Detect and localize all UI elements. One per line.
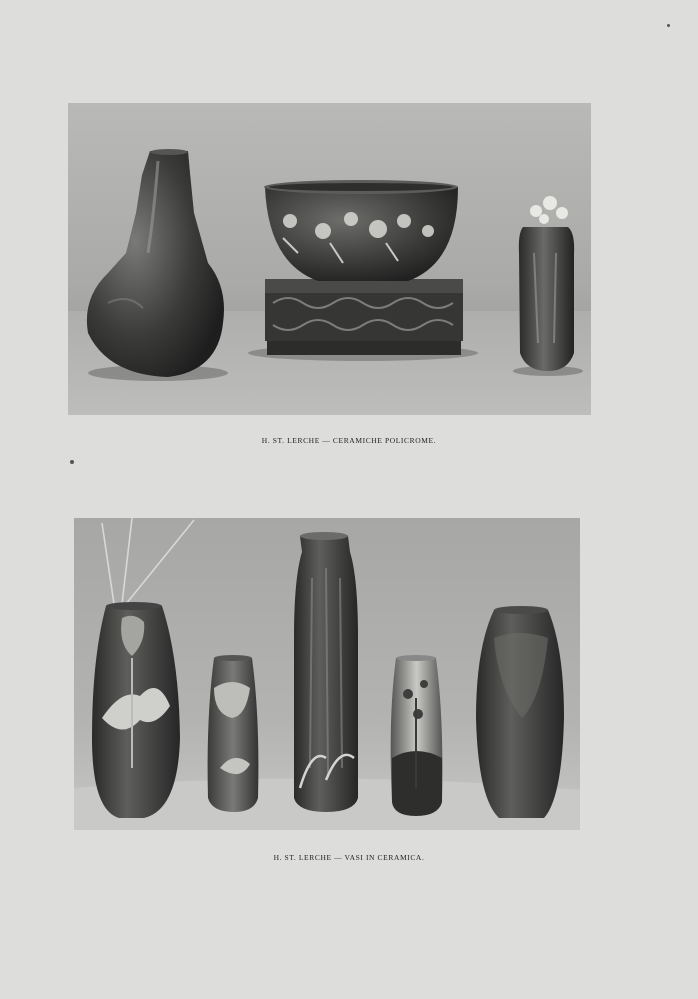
carved-wooden-base — [248, 279, 478, 361]
plate-caption: H. ST. LERCHE — VASI IN CERAMICA. — [273, 853, 425, 862]
tall-tulip-vase — [92, 602, 180, 818]
small-painted-vase — [208, 655, 259, 812]
tall-cylinder-vase — [294, 532, 358, 812]
vases-photo — [74, 518, 580, 830]
dark-ovoid-vase — [476, 606, 564, 818]
ceramics-photo — [68, 103, 591, 415]
plate-caption: H. ST. LERCHE — CERAMICHE POLICROME. — [261, 436, 437, 445]
paper-speck — [667, 24, 670, 27]
photo-plate-ceramiche-policrome — [68, 103, 591, 415]
photo-plate-vasi-in-ceramica — [74, 518, 580, 830]
flower-painted-vase — [391, 655, 443, 816]
paper-speck — [70, 460, 74, 464]
